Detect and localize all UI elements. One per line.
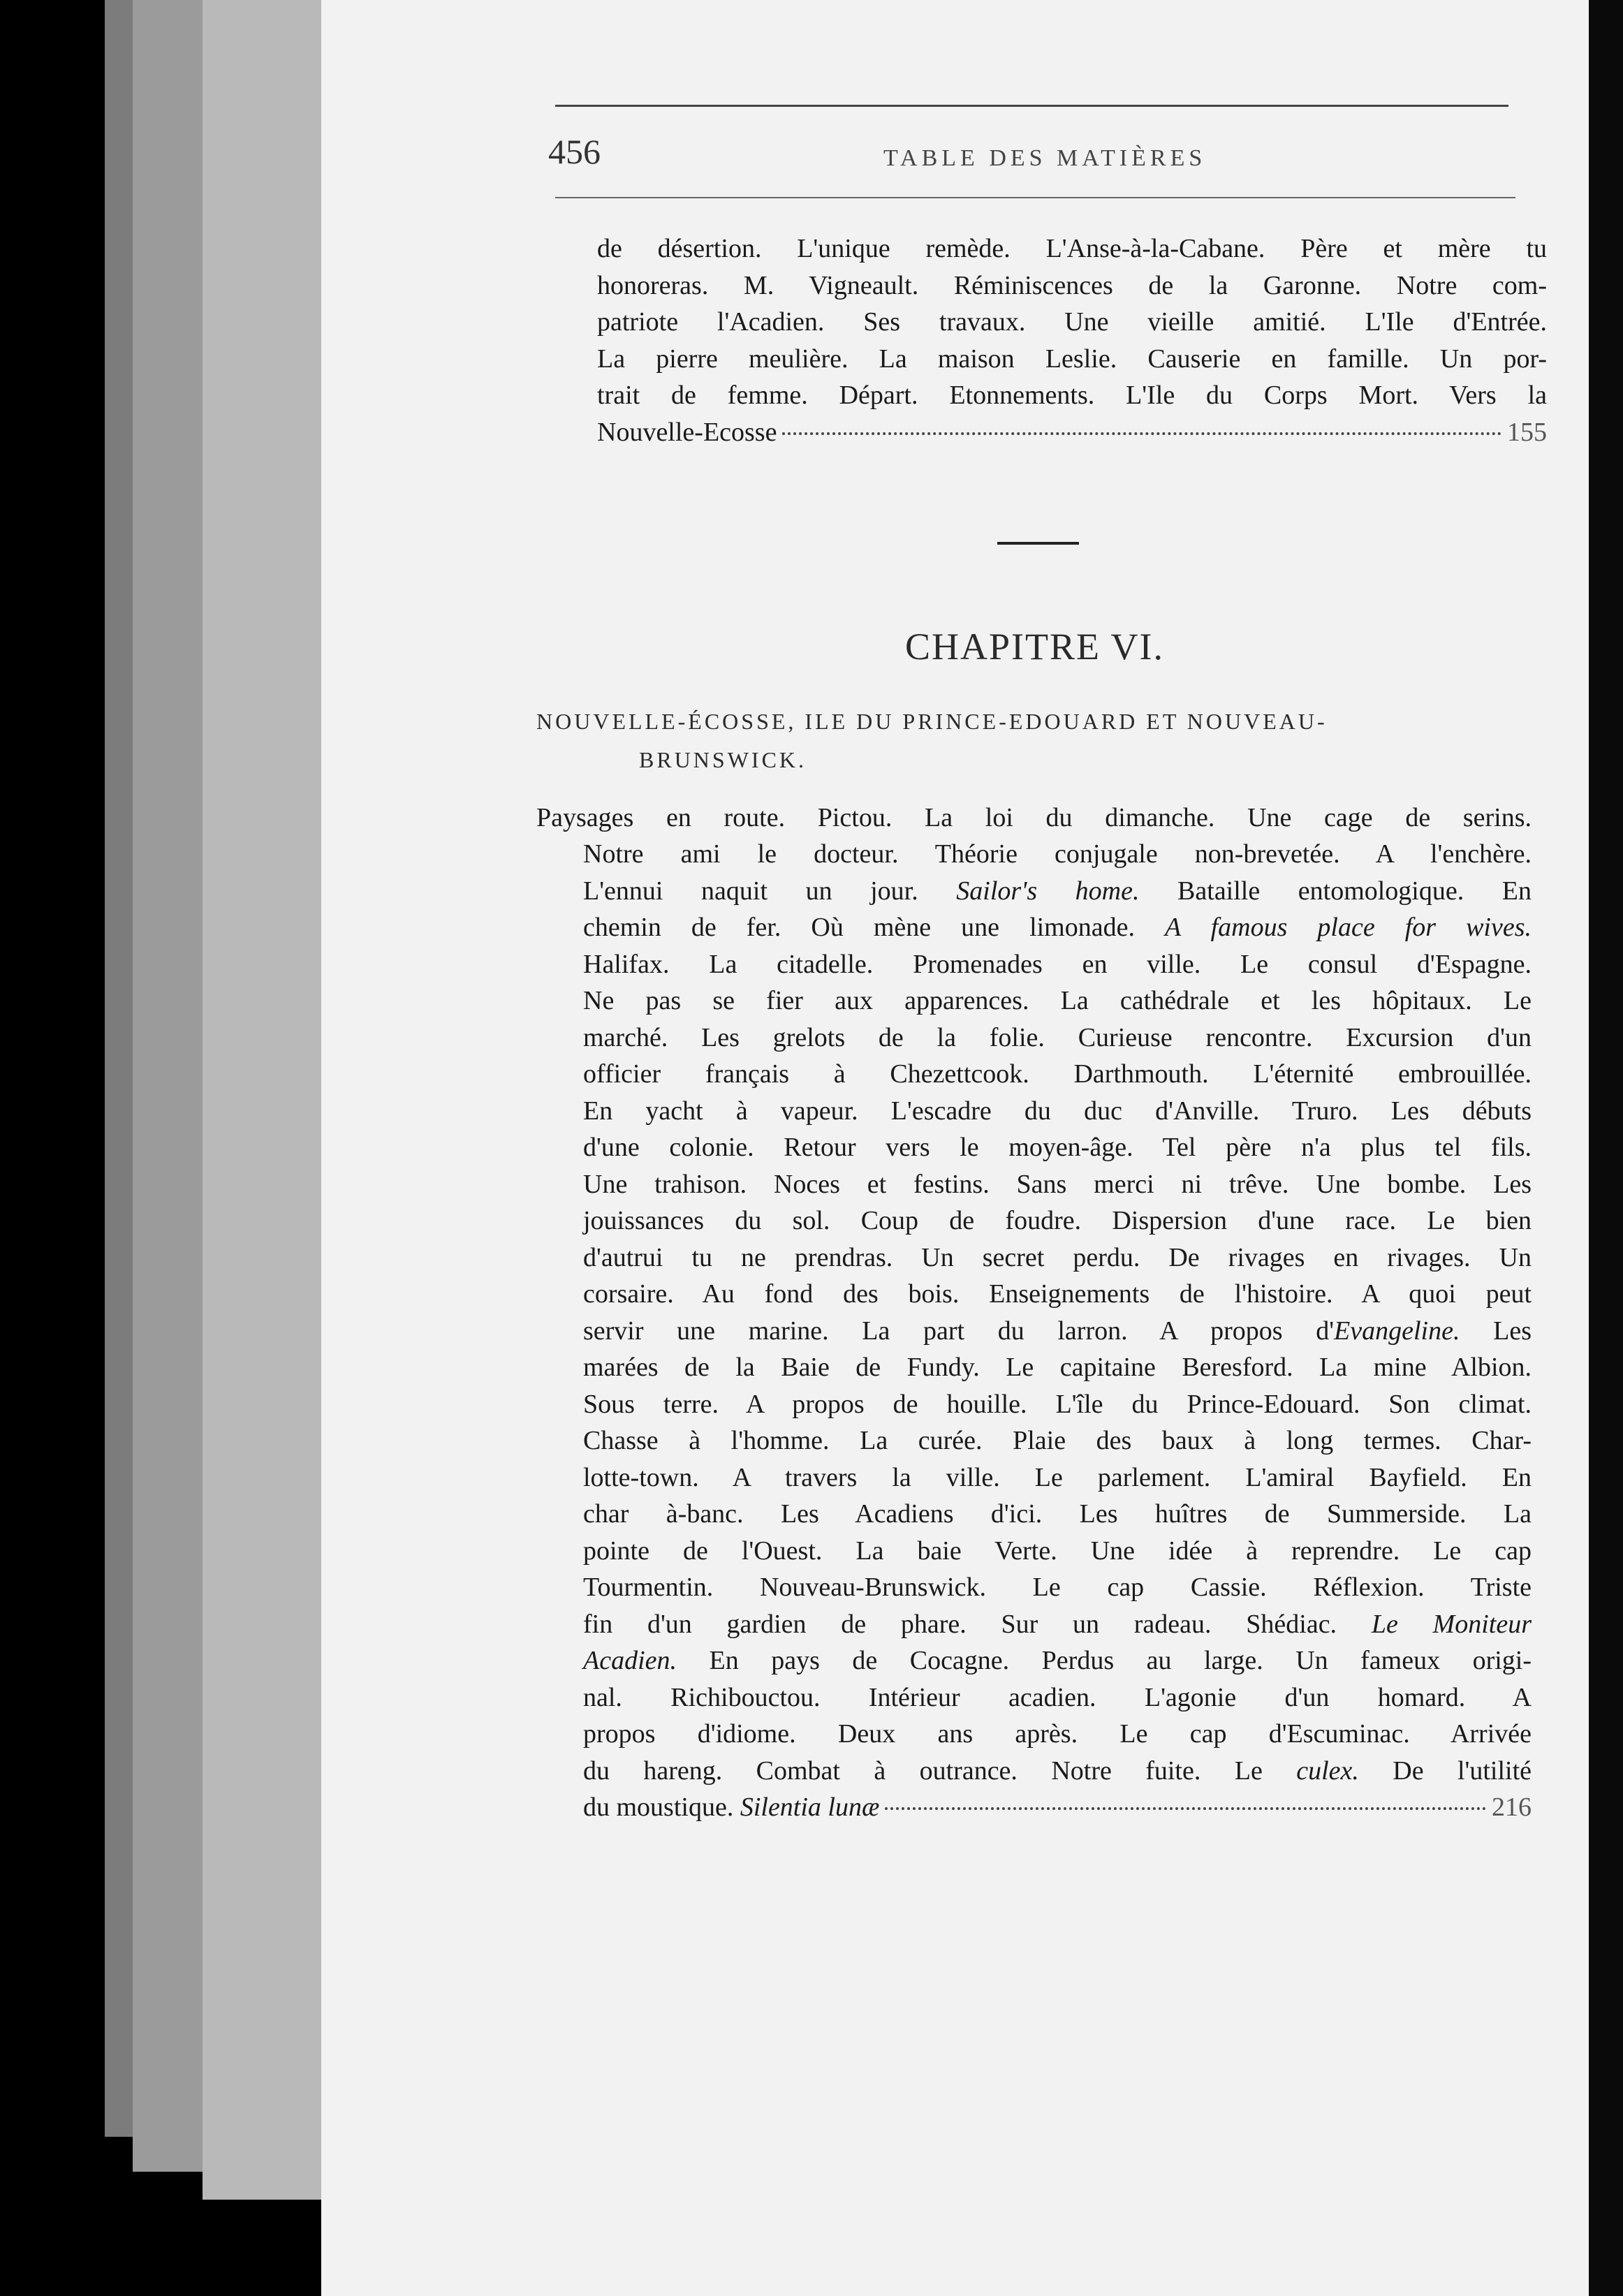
dot-leader [782, 432, 1501, 435]
text-line: Halifax. La citadelle. Promenades en ville. Le consul d'Espagne. [583, 949, 1532, 979]
text-line: d'une colonie. Retour vers le moyen-âge. Tel père n'a plus tel fils. [583, 1133, 1532, 1162]
page-ref: 216 [1492, 1793, 1532, 1822]
text-line: corsaire. Au fond des bois. Enseignements de l'histoire. A quoi peut [583, 1279, 1532, 1309]
text-line: Chasse à l'homme. La curée. Plaie des baux à long termes. Char- [583, 1426, 1532, 1455]
text-line: propos d'idiome. Deux ans après. Le cap d'Escuminac. Arrivée [583, 1719, 1532, 1749]
entry-text: Nouvelle-Ecosse [597, 417, 777, 447]
text-line: La pierre meulière. La maison Leslie. Causerie en famille. Un por- [597, 344, 1547, 374]
text-line: lotte-town. A travers la ville. Le parlement. L'amiral Bayfield. En [583, 1462, 1532, 1492]
page-edge [203, 0, 328, 2200]
text-line: trait de femme. Départ. Etonnements. L'Ile du Corps Mort. Vers la [597, 381, 1547, 410]
page-number: 456 [548, 132, 601, 171]
text-line: Sous terre. A propos de houille. L'île du Prince-Edouard. Son climat. [583, 1389, 1532, 1419]
section-v-summary [597, 230, 1547, 450]
text-line: de désertion. L'unique remède. L'Anse-à-la-Cabane. Père et mère tu [597, 234, 1547, 263]
text-line: patriote l'Acadien. Ses travaux. Une vieille amitié. L'Ile d'Entrée. [597, 307, 1547, 337]
text-line: nal. Richibouctou. Intérieur acadien. L'agonie d'un homard. A [583, 1682, 1532, 1712]
text-line: fin d'un gardien de phare. Sur un radeau. Shédiac. Le Moniteur [583, 1609, 1532, 1639]
scan-border [1589, 0, 1623, 2296]
toc-entry-line [597, 414, 1547, 451]
running-title: TABLE DES MATIÈRES [883, 145, 1207, 171]
chapter-vi-summary [536, 800, 1532, 837]
text-line: En yacht à vapeur. L'escadre du duc d'Anville. Truro. Les débuts [583, 1096, 1532, 1126]
text-line: Une trahison. Noces et festins. Sans merci ni trêve. Une bombe. Les [583, 1169, 1532, 1199]
dot-leader [885, 1807, 1486, 1810]
entry-text-italic: Silentia lunæ [740, 1793, 880, 1822]
text-line: Ne pas se fier aux apparences. La cathédrale et les hôpitaux. Le [583, 986, 1532, 1015]
text-line: marées de la Baie de Fundy. Le capitaine Beresford. La mine Albion. [583, 1353, 1532, 1382]
chapter-vi-summary-cont [583, 836, 1532, 1826]
text-line: honoreras. M. Vigneault. Réminiscences de la Garonne. Notre com- [597, 270, 1547, 300]
text-line: du hareng. Combat à outrance. Notre fuite. Le culex. De l'utilité [583, 1756, 1532, 1786]
chapter-title: CHAPITRE VI. [905, 626, 1165, 668]
text-line: Tourmentin. Nouveau-Brunswick. Le cap Cassie. Réflexion. Triste [583, 1573, 1532, 1602]
text-line: Paysages en route. Pictou. La loi du dimanche. Une cage de serins. [536, 803, 1532, 832]
text-line: Notre ami le docteur. Théorie conjugale non-brevetée. A l'enchère. [583, 839, 1532, 869]
text-line: pointe de l'Ouest. La baie Verte. Une idée à reprendre. Le cap [583, 1536, 1532, 1566]
header-rule-bottom [555, 197, 1515, 198]
entry-text: du moustique. [583, 1793, 734, 1822]
text-line: Acadien. En pays de Cocagne. Perdus au large. Un fameux origi- [583, 1646, 1532, 1675]
text-line: marché. Les grelots de la folie. Curieuse rencontre. Excursion d'un [583, 1022, 1532, 1052]
text-line: officier français à Chezettcook. Darthmouth. L'éternité embrouillée. [583, 1059, 1532, 1089]
chapter-subtitle: NOUVELLE-ÉCOSSE, ILE DU PRINCE-EDOUARD ET NOUVEAU- [536, 709, 1328, 734]
text-line: jouissances du sol. Coup de foudre. Dispersion d'une race. Le bien [583, 1206, 1532, 1235]
chapter-subtitle: BRUNSWICK. [639, 747, 807, 772]
text-line: chemin de fer. Où mène une limonade. A famous place for wives. [583, 913, 1532, 942]
toc-entry-line [583, 1789, 1532, 1826]
section-separator [997, 542, 1079, 545]
text-line: L'ennui naquit un jour. Sailor's home. Bataille entomologique. En [583, 876, 1532, 906]
text-line: servir une marine. La part du larron. A propos d'Evangeline. Les [583, 1316, 1532, 1346]
page-ref: 155 [1507, 417, 1547, 447]
text-line: d'autrui tu ne prendras. Un secret perdu. De rivages en rivages. Un [583, 1242, 1532, 1272]
header-rule-top [555, 105, 1508, 107]
text-line: char à-banc. Les Acadiens d'ici. Les huîtres de Summerside. La [583, 1499, 1532, 1529]
